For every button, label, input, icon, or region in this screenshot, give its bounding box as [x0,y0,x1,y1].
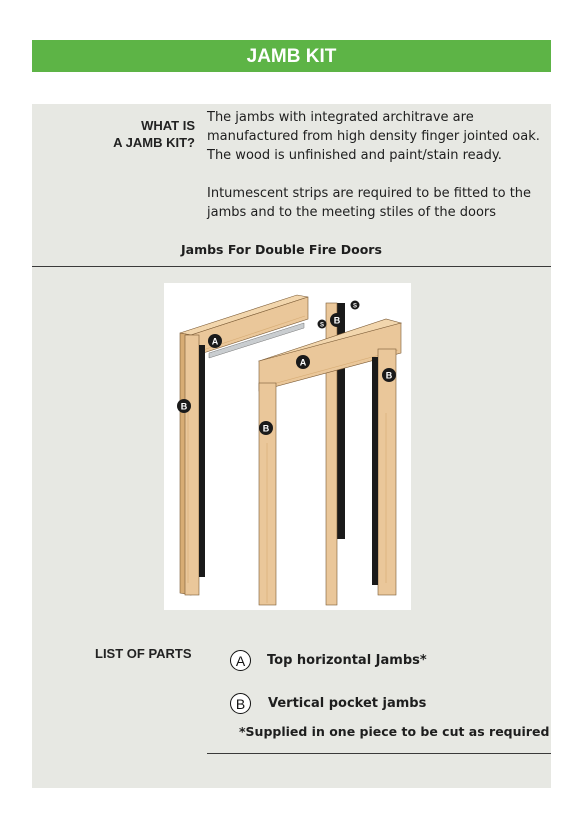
jamb-kit-description [207,108,552,222]
left-vertical-jamb [185,335,199,595]
marker-b-right [382,368,396,382]
marker-b-center-label: B [262,423,270,434]
marker-a-right-label: A [299,357,307,368]
right-back-vertical-jamb [378,349,396,595]
part-a-badge: A [230,650,251,671]
marker-s-top-label: S [352,303,358,310]
marker-s-left [318,320,327,329]
description-paragraph-1: The jambs with integrated architrave are manufactured from high density finger jointed oak. The wood is unfinished and paint/stain ready. [207,110,540,163]
page-title: JAMB KIT [32,40,551,72]
description-paragraph-2: Intumescent strips are required to be fitted to the jambs and to the meeting stiles of the doors [207,186,532,220]
bottom-divider [207,753,551,754]
marker-b-rear [330,313,344,327]
what-is-label-line1: WHAT IS [141,118,195,133]
jamb-diagram [164,283,411,610]
intumescent-strip-left [199,345,205,577]
marker-a-left [208,334,222,348]
jamb-diagram-illustration [164,283,411,610]
marker-b-rear-label: B [333,315,341,326]
what-is-label-line2: A JAMB KIT? [113,135,195,150]
marker-b-left-label: B [180,401,188,412]
marker-a-left-label: A [211,336,219,347]
right-front-vertical-jamb [259,383,276,605]
intumescent-strip-right [372,357,378,585]
supply-note: *Supplied in one piece to be cut as required [239,724,550,739]
list-of-parts-label: LIST OF PARTS [95,646,192,661]
part-b-text: Vertical pocket jambs [268,696,427,711]
part-item-a [230,650,427,671]
marker-s-top [351,301,360,310]
marker-b-right-label: B [385,370,393,381]
what-is-label [96,117,195,151]
marker-b-left [177,399,191,413]
part-b-badge: B [230,693,251,714]
marker-b-center [259,421,273,435]
marker-s-left-label: S [319,322,325,329]
marker-a-right [296,355,310,369]
diagram-title: Jambs For Double Fire Doors [181,242,382,257]
part-item-b [230,693,426,714]
part-a-text: Top horizontal Jambs* [267,653,427,668]
section-divider [32,266,551,267]
